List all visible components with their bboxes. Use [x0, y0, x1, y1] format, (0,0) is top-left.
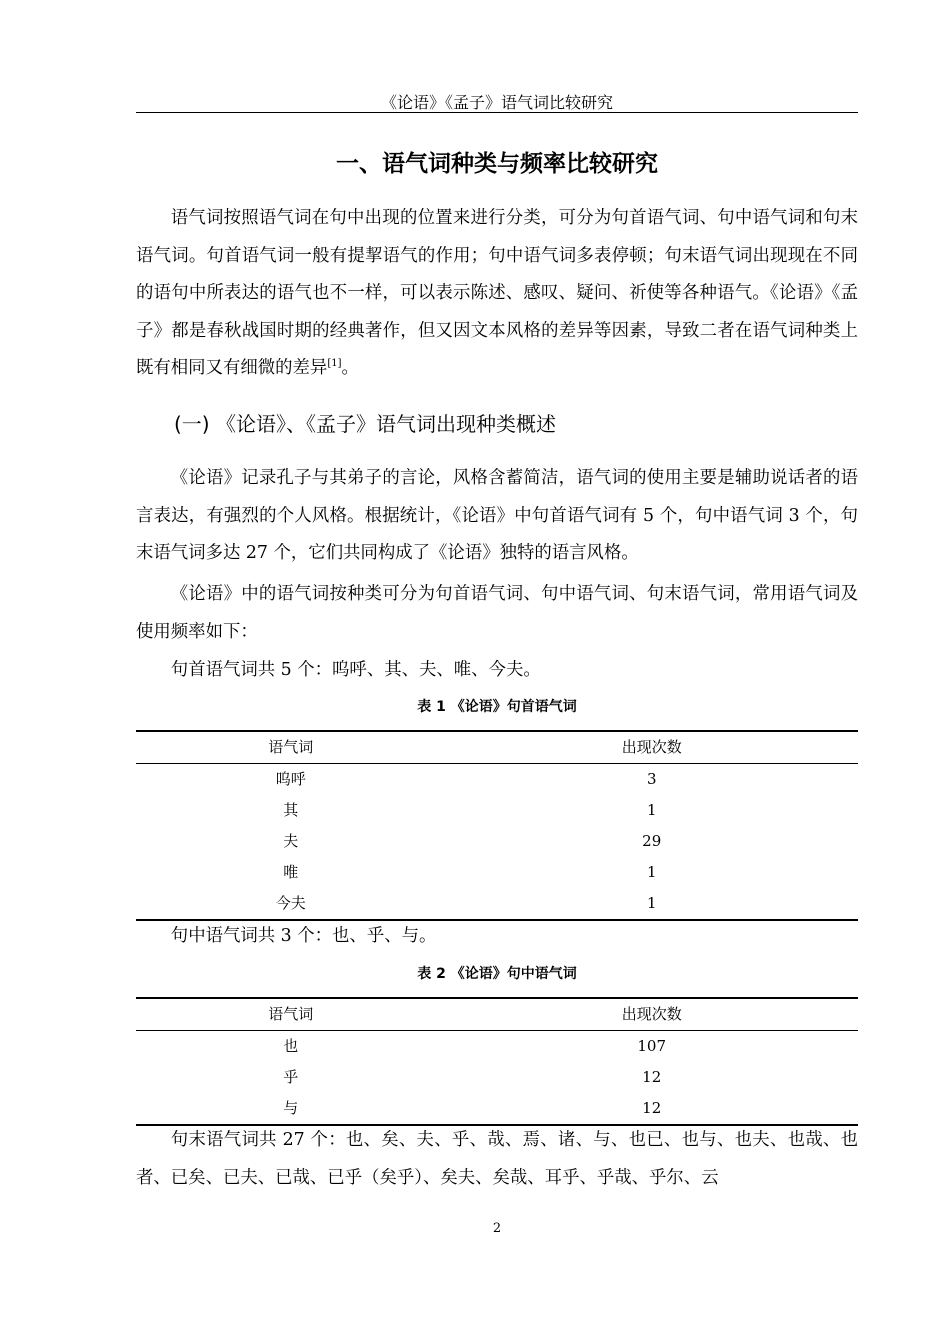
intro-paragraph — [136, 200, 858, 388]
table1-caption: 表 1 《论语》句首语气词 — [417, 699, 577, 715]
table-row — [136, 857, 858, 888]
table-row — [136, 1093, 858, 1125]
table-header-cell: 语气词 — [268, 1005, 314, 1023]
section-title: 一、语气词种类与频率比较研究 — [336, 151, 658, 177]
table-row — [136, 764, 858, 796]
table-cell: 1 — [646, 894, 657, 912]
table-header-cell: 出现次数 — [621, 738, 682, 756]
table2-caption: 表 2 《论语》句中语气词 — [417, 966, 577, 982]
table-cell: 3 — [646, 770, 657, 788]
intro-end: 。 — [341, 358, 359, 379]
citation-marker[interactable]: [1] — [327, 358, 342, 370]
paragraph-classification: 《论语》中的语气词按种类可分为句首语气词、句中语气词、句末语气词，常用语气词及使用频率如下： — [136, 584, 858, 642]
table-cell: 12 — [642, 1068, 662, 1086]
table-cell: 与 — [283, 1099, 299, 1117]
table-cell: 1 — [646, 863, 657, 881]
table-cell: 今夫 — [275, 894, 306, 912]
table-cell: 1 — [646, 801, 657, 819]
table-row — [136, 888, 858, 920]
table-row — [136, 826, 858, 857]
table-cell: 12 — [642, 1099, 662, 1117]
table-cell: 唯 — [283, 863, 299, 881]
table1 — [136, 730, 858, 921]
paragraph-lunyu-overview: 《论语》记录孔子与其弟子的言论，风格含蓄简洁，语气词的使用主要是辅助说话者的语言表达，有强烈的个人风格。根据统计，《论语》中句首语气词有 5 个，句中语气词 3 个，句末语气词多达 27 个，它们共同构成了《论语》独特的语言风格。 — [136, 468, 858, 564]
table-header-cell: 出现次数 — [621, 1005, 682, 1023]
table-header-cell: 语气词 — [268, 738, 314, 756]
table-cell: 107 — [637, 1037, 667, 1055]
table-cell: 乎 — [283, 1068, 299, 1086]
table-cell: 也 — [283, 1037, 299, 1055]
table-row — [136, 1062, 858, 1093]
table-header-row — [136, 998, 858, 1031]
table-cell: 夫 — [283, 832, 299, 850]
table-cell: 29 — [642, 832, 662, 850]
table-header-row — [136, 731, 858, 764]
running-header: 《论语》《孟子》语气词比较研究 — [380, 93, 613, 112]
paragraph-final-particles: 句末语气词共 27 个：也、矣、夫、乎、哉、焉、诸、与、也已、也与、也夫、也哉、也者、已矣、已夫、已哉、已乎（矣乎）、矣夫、矣哉、耳乎、乎哉、乎尔、云 — [136, 1130, 858, 1188]
table-row — [136, 1031, 858, 1063]
paragraph-initial-particles: 句首语气词共 5 个：呜呼、其、夫、唯、今夫。 — [170, 660, 541, 680]
table-row — [136, 795, 858, 826]
table-cell: 呜呼 — [275, 770, 306, 788]
table2 — [136, 997, 858, 1126]
paragraph-medial-particles: 句中语气词共 3 个：也、乎、与。 — [170, 926, 437, 946]
header-rule — [136, 112, 858, 113]
intro-text: 语气词按照语气词在句中出现的位置来进行分类，可分为句首语气词、句中语气词和句末语气词。句首语气词一般有提挈语气的作用；句中语气词多表停顿；句末语气词出现现在不同的语句中所表达的语气也不一样，可以表示陈述、感叹、疑问、祈使等各种语气。《论语》《孟子》都是春秋战国时期的经典著作，但又因文本风格的差异等因素，导致二者在语气词种类上既有相同又有细微的差异 — [136, 208, 858, 379]
subsection-title: (一) 《论语》、《孟子》语气词出现种类概述 — [174, 412, 556, 436]
table-cell: 其 — [283, 801, 299, 819]
page-number: 2 — [492, 1221, 502, 1236]
